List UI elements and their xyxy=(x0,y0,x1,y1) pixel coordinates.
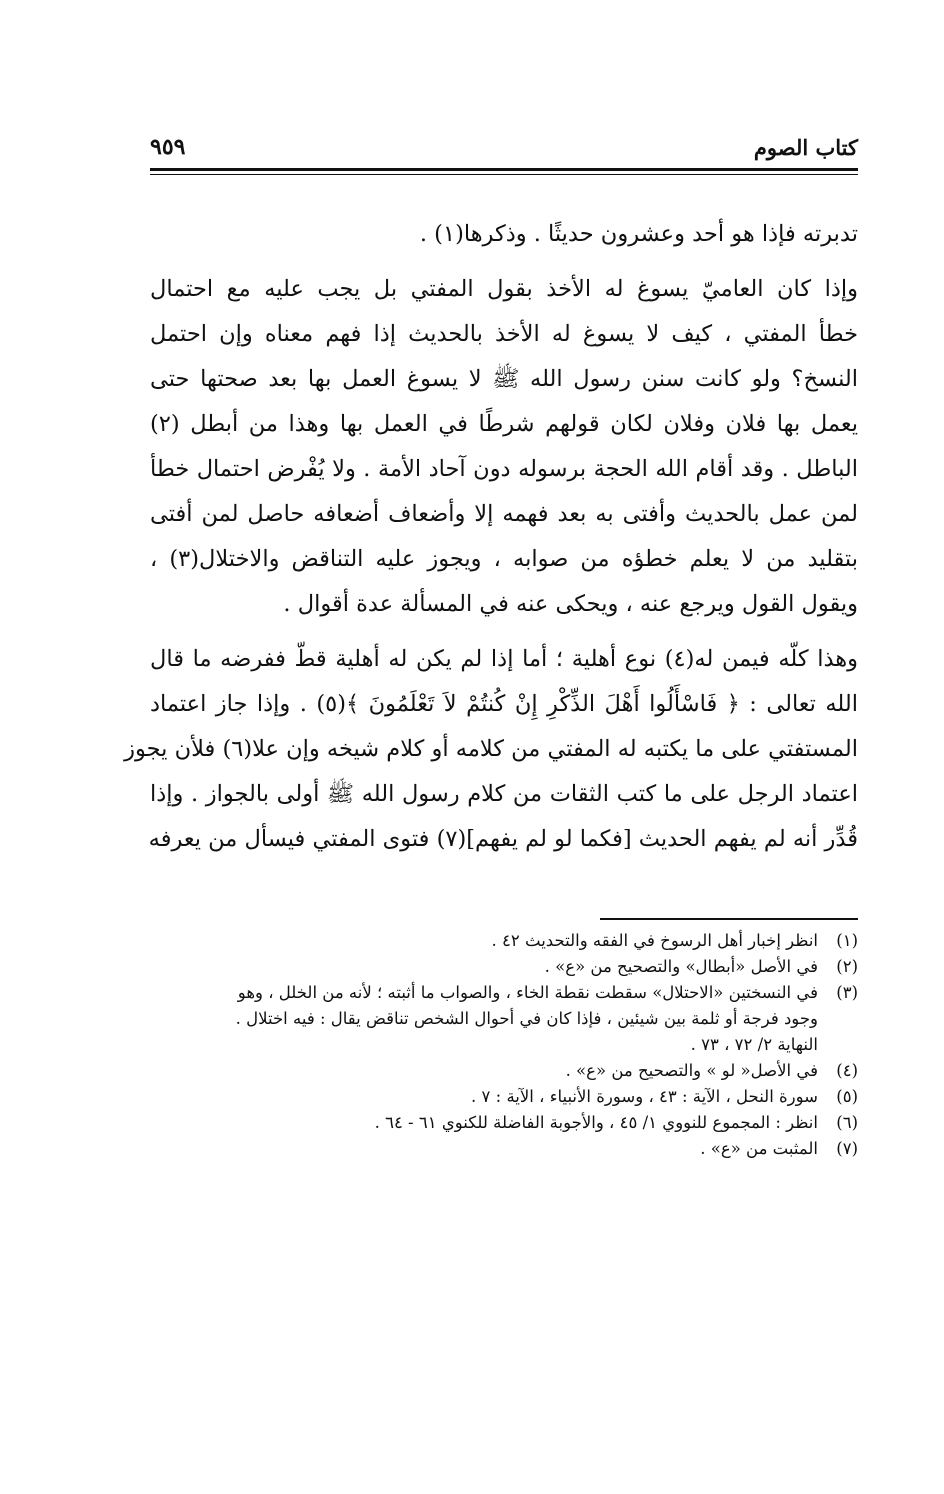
footnote xyxy=(150,980,858,1058)
text-line: تدبرته فإذا هو أحد وعشرون حديثًا . وذكرها(١) . xyxy=(419,221,858,247)
text-line: المستفتي على ما يكتبه له المفتي من كلامه أو كلام شيخه وإن علا(٦) فلأن يجوز xyxy=(124,736,858,762)
chapter-title: كتاب الصوم xyxy=(753,135,858,160)
footnote-number: (٦) xyxy=(836,1113,858,1132)
running-header xyxy=(150,130,858,160)
text-line: خطأ المفتي ، كيف لا يسوغ له الأخذ بالحديث إذا فهم معناه وإن احتمل xyxy=(150,321,858,347)
footnote-text: سورة النحل ، الآية : ٤٣ ، وسورة الأنبياء ، الآية : ٧ . xyxy=(471,1087,818,1106)
footnote-text: انظر إخبار أهل الرسوخ في الفقه والتحديث ٤٢ . xyxy=(491,931,818,950)
header-rule-thick xyxy=(150,168,858,171)
footnote xyxy=(150,1084,858,1110)
footnotes xyxy=(150,928,858,1162)
footnote-text: في النسختين «الاحتلال» سقطت نقطة الخاء ، والصواب ما أثبته ؛ لأنه من الخلل ، وهو xyxy=(237,983,818,1002)
footnote-number: (٣) xyxy=(836,983,858,1002)
footnote-text: انظر : المجموع للنووي ١/ ٤٥ ، والأجوبة الفاضلة للكنوي ٦١ - ٦٤ . xyxy=(374,1113,818,1132)
footnote xyxy=(150,954,858,980)
text-line: قُدِّر أنه لم يفهم الحديث [فكما لو لم يفهم](٧) فتوى المفتي فيسأل من يعرفه xyxy=(148,826,858,852)
footnote-number: (٧) xyxy=(836,1139,858,1158)
text-line: لمن عمل بالحديث وأفتى به بعد فهمه إلا وأضعاف أضعافه حاصل لمن أفتى xyxy=(150,501,858,527)
text-line: الله تعالى : ﴿ فَاسْأَلُوا أَهْلَ الذِّكْرِ إِنْ كُنتُمْ لاَ تَعْلَمُونَ ﴾(٥) . وإذا جاز اعتماد xyxy=(150,691,858,717)
text-line: وإذا كان العاميّ يسوغ له الأخذ بقول المفتي بل يجب عليه مع احتمال xyxy=(150,276,858,302)
page-number: ٩٥٩ xyxy=(150,134,186,160)
footnote-number: (٥) xyxy=(836,1087,858,1106)
footnote-number: (٢) xyxy=(836,957,858,976)
header-rule-thin xyxy=(150,174,858,175)
footnote xyxy=(150,928,858,954)
footnote-text: في الأصل «أبطال» والتصحيح من «ع» . xyxy=(544,957,818,976)
text-line: النسخ؟ ولو كانت سنن رسول الله ﷺ لا يسوغ العمل بها بعد صحتها حتى xyxy=(150,366,858,392)
footnote-number: (١) xyxy=(836,931,858,950)
footnote-text: في الأصل« لو » والتصحيح من «ع» . xyxy=(565,1061,818,1080)
footnote xyxy=(150,1136,858,1162)
footnote-number: (٤) xyxy=(836,1061,858,1080)
footnote-text: وجود فرجة أو ثلمة بين شيئين ، فإذا كان في أحوال الشخص تناقض يقال : فيه اختلال . xyxy=(235,1009,818,1028)
footnote-rule xyxy=(600,918,858,920)
footnote-text: النهاية ٢/ ٧٢ ، ٧٣ . xyxy=(690,1035,818,1054)
footnote-text: المثبت من «ع» . xyxy=(700,1139,818,1158)
text-line: يعمل بها فلان وفلان لكان قولهم شرطًا في العمل بها وهذا من أبطل (٢) xyxy=(150,411,858,437)
text-line: اعتماد الرجل على ما كتب الثقات من كلام رسول الله ﷺ أولى بالجواز . وإذا xyxy=(150,781,858,807)
footnote xyxy=(150,1110,858,1136)
text-line: الباطل . وقد أقام الله الحجة برسوله دون آحاد الأمة . ولا يُفْرض احتمال خطأ xyxy=(150,456,858,482)
text-line: ويقول القول ويرجع عنه ، ويحكى عنه في المسألة عدة أقوال . xyxy=(283,591,858,617)
main-text xyxy=(124,212,858,862)
text-line: وهذا كلّه فيمن له(٤) نوع أهلية ؛ أما إذا لم يكن له أهلية قطّ ففرضه ما قال xyxy=(150,646,858,672)
text-line: بتقليد من لا يعلم خطؤه من صوابه ، ويجوز عليه التناقض والاختلال(٣) ، xyxy=(150,546,858,572)
footnote xyxy=(150,1058,858,1084)
